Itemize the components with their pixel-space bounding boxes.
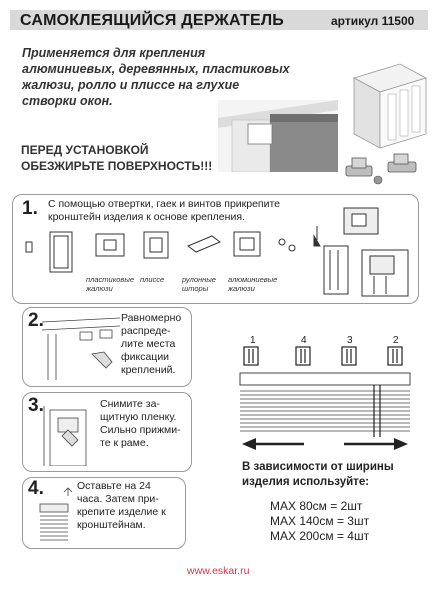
label-line: шторы [182, 284, 209, 293]
label-line: жалюзи [86, 284, 113, 293]
intro-line: алюминиевых, деревянных, пластиковых [22, 62, 290, 76]
bracket-marker-4 [296, 347, 310, 365]
label-line: рулонные [182, 275, 216, 284]
label-line: пластиковые [86, 275, 135, 284]
step-4-line: кронштейнам. [77, 519, 146, 531]
position-label: 2 [393, 335, 399, 346]
step-1-mounting-illustration [310, 206, 414, 298]
step-3-text [100, 398, 181, 450]
step-1-brackets-illustration [20, 228, 310, 278]
position-label: 3 [347, 335, 353, 346]
step-3-illustration [42, 406, 98, 466]
step-3-line: Снимите за- [100, 398, 160, 410]
step-3-line: щитную пленку. [100, 411, 177, 423]
step-3-line: Сильно прижми- [100, 424, 181, 436]
label-pleated: плиссе [140, 275, 165, 284]
label-plastic-blinds [86, 275, 134, 293]
step-2-text [121, 312, 181, 377]
step-4-line: крепите изделие к [77, 506, 166, 518]
article-number: артикул 11500 [331, 14, 415, 28]
step-2-line: креплений. [121, 364, 176, 376]
width-arrows [242, 438, 408, 450]
warning-line: ПЕРЕД УСТАНОВКОЙ [21, 143, 149, 157]
step-2-line: лите места [121, 338, 176, 350]
step-2-line: Равномерно [121, 312, 182, 324]
step-2-line: фиксации [121, 351, 170, 363]
step-1-number: 1. [22, 198, 38, 219]
label-line: жалюзи [228, 284, 255, 293]
max-width-list [270, 499, 369, 544]
page-title: САМОКЛЕЯЩИЙСЯ ДЕРЖАТЕЛЬ [20, 12, 284, 29]
intro-line: створки окон. [22, 94, 113, 108]
label-aluminium-blinds [228, 275, 277, 293]
step-4-text [77, 480, 166, 532]
bracket-marker-1 [244, 347, 258, 365]
width-diagram [238, 345, 416, 460]
label-line: алюминиевые [228, 275, 278, 284]
website-link[interactable]: www.eskar.ru [187, 565, 250, 577]
label-roller-blinds [182, 275, 216, 293]
step-4-illustration [36, 484, 72, 546]
step-3-line: те к раме. [100, 437, 149, 449]
bracket-marker-3 [342, 347, 356, 365]
window-photo [218, 100, 338, 172]
caption-line: В зависимости от ширины [242, 461, 394, 473]
position-label: 1 [250, 335, 256, 346]
step-2-number: 2. [28, 310, 44, 331]
intro-line: жалюзи, ролло и плиссе на глухие [22, 78, 240, 92]
step-1-text [48, 198, 348, 224]
position-label: 4 [301, 335, 307, 346]
step-4-line: часа. Затем при- [77, 493, 159, 505]
max-line: MAX 140см = 3шт [270, 514, 370, 528]
holder-product-image [336, 56, 432, 156]
caption-line: изделия используйте: [242, 476, 370, 488]
blind-slats [240, 373, 410, 437]
step-4-number: 4. [28, 478, 44, 499]
warning-line: ОБЕЗЖИРЬТЕ ПОВЕРХНОСТЬ!!! [21, 159, 213, 173]
max-line: MAX 200см = 4шт [270, 529, 370, 543]
warning-text [21, 142, 212, 174]
bracket-marker-2 [388, 347, 402, 365]
step-4-line: Оставьте на 24 [77, 480, 151, 492]
intro-line: Применяется для крепления [22, 46, 206, 60]
step-1-line: С помощью отвертки, гаек и винтов прикрепите [48, 198, 280, 210]
step-2-illustration [42, 314, 120, 380]
step-1-line: кронштейн изделия к основе крепления. [48, 211, 245, 223]
screws-nuts-image [338, 150, 428, 188]
step-2-line: распреде- [121, 325, 171, 337]
max-line: MAX 80см = 2шт [270, 499, 363, 513]
step-3-number: 3. [28, 395, 44, 416]
diagram-caption [242, 460, 394, 490]
